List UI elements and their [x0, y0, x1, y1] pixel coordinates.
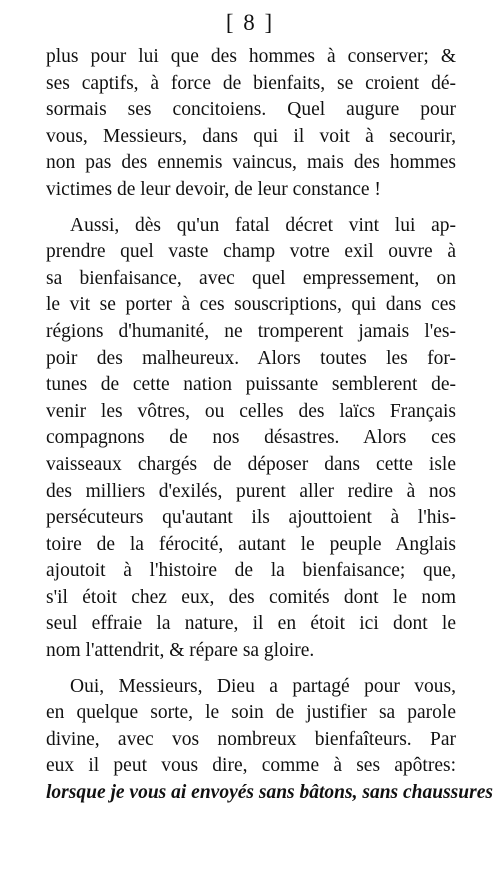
text-line: des milliers d'exilés, purent aller redire à nos — [46, 480, 456, 502]
text-line: vous, Messieurs, dans qui il voit à secourir, — [46, 125, 456, 147]
text-line: divine, avec vos nombreux bienfaîteurs. Par — [46, 728, 456, 750]
text-line: persécuteurs qu'autant ils ajouttoient à l'his- — [46, 507, 456, 529]
text-line: eux il peut vous dire, comme à ses apôtres: — [46, 755, 456, 777]
text-line: compagnons de nos désastres. Alors ces — [46, 427, 456, 449]
text-line: Oui, Messieurs, Dieu a partagé pour vous, — [70, 675, 456, 697]
text-line: ajoutoit à l'histoire de la bienfaisance; que, — [46, 560, 456, 582]
text-line: s'il étoit chez eux, des comités dont le nom — [46, 586, 456, 608]
text-line: régions d'humanité, ne tromperent jamais l'es- — [46, 320, 456, 342]
text-line: Aussi, dès qu'un fatal décret vint lui ap- — [70, 214, 456, 236]
text-line: vaisseaux chargés de déposer dans cette isle — [46, 453, 456, 475]
text-line: seul effraie la nature, il en étoit ici dont le — [46, 613, 456, 635]
text-line: plus pour lui que des hommes à conserver; & — [46, 46, 456, 67]
text-line: victimes de leur devoir, de leur constance ! — [46, 178, 381, 200]
body-text — [46, 44, 493, 807]
text-line: lorsque je vous ai envoyés sans bâtons, sans chaussures — [46, 782, 493, 804]
text-line: poir des malheureux. Alors toutes les for- — [46, 347, 456, 369]
text-line: prendre quel vaste champ votre exil ouvre à — [46, 241, 456, 263]
text-line: sormais ses concitoiens. Quel augure pour — [46, 99, 456, 121]
text-line: en quelque sorte, le soin de justifier sa parole — [46, 702, 456, 724]
text-line: sa bienfaisance, avec quel empressement, on — [46, 267, 456, 289]
text-line: ses captifs, à force de bienfaits, se croient dé- — [46, 72, 456, 94]
page-number: [ 8 ] — [225, 10, 275, 35]
text-line: non pas des ennemis vaincus, mais des hommes — [46, 152, 456, 174]
text-line: tunes de cette nation puissante semblerent de- — [46, 374, 456, 396]
text-line: venir les vôtres, ou celles des laïcs Français — [46, 400, 456, 422]
text-line: le vit se porter à ces souscriptions, qui dans ces — [46, 294, 456, 316]
text-line: toire de la férocité, autant le peuple Anglais — [46, 533, 456, 555]
text-line: nom l'attendrit, & répare sa gloire. — [46, 640, 315, 662]
